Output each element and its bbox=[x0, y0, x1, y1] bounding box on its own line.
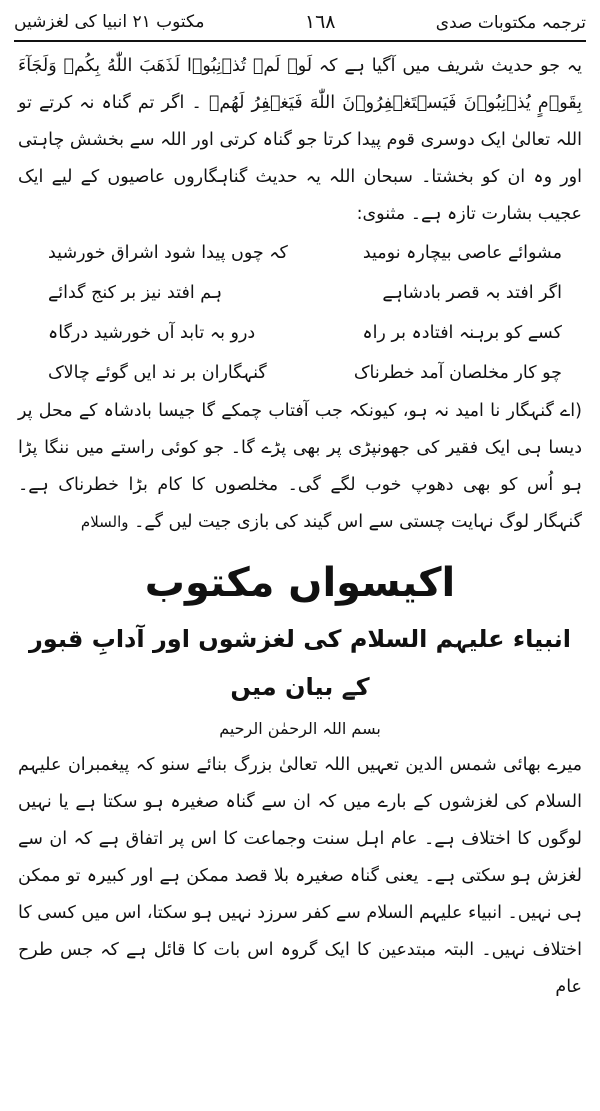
translation-text: (اے گنہگار نا امید نہ ہو، کیونکہ جب آفتاب چمکے گا جیسا بادشاہ کے محل پر دیسا ہی ایک فقیر کی جھونپڑی پر بھی پڑے گا۔ جو کوئی راستے میں ننگا پڑا ہو اُس کو بھی دھوپ خوب لگے گی۔ مخلصوں کا کام بڑا خطرناک ہے۔ گنہگار لوگ نہایت چستی سے اس گیند کی بازی جیت لیں گے۔ bbox=[18, 401, 582, 532]
verse-second-hemistich: ہم افتد نیز بر کنج گدائے bbox=[48, 283, 223, 303]
letter-paragraph: میرے بھائی شمس الدین تعہیں اللہ تعالیٰ بزرگ بنائے سنو کہ پیغمبران علیہم السلام کی لغزشوں کے بارے میں کہ ان سے گناہ صغیرہ ہو سکتا ہے یا نہیں لوگوں کا اختلاف ہے۔ عام اہل سنت وجماعت کا اس پر اتفاق ہے کہ ان سے لغزش ہو سکتی ہے۔ یعنی گناہ صغیرہ بلا قصد ممکن ہے اور کبیرہ تو ممکن ہی نہیں۔ انبیاء علیہم السلام سے کفر سرزد نہیں ہو سکتا، اس میں کسی کا اختلاف نہیں۔ البتہ مبتدعین کا ایک گروہ اس بات کا قائل ہے کہ جس طرح عام bbox=[18, 755, 582, 997]
verse-first-hemistich: چو کار مخلصان آمد خطرناک bbox=[353, 363, 562, 383]
verse-row bbox=[18, 313, 582, 353]
verse-second-hemistich: کہ چوں پیدا شود اشراق خورشید bbox=[48, 243, 288, 263]
verse-first-hemistich: مشوائے عاصی بیچارہ نومید bbox=[362, 243, 562, 263]
verse-second-hemistich: درو بہ تابد آں خورشید درگاہ bbox=[48, 323, 256, 343]
header-chapter: مکتوب ٢١ انبیا کی لغزشیں bbox=[14, 12, 205, 32]
letter-title: اکیسواں مکتوب bbox=[144, 560, 456, 606]
translation-paragraph bbox=[18, 393, 582, 541]
bismillah: بسم اللہ الرحمٰن الرحیم bbox=[219, 719, 381, 738]
verse-row bbox=[18, 353, 582, 393]
page-body bbox=[18, 48, 582, 1006]
masnavi-verses bbox=[18, 233, 582, 393]
hadith-paragraph: یہ جو حدیث شریف میں آگیا ہے کہ لَوۡ لَمۡ تُذۡنِبُوۡا لَذَهَبَ اللّٰهُ بِکُمۡ وَلَجَآءَ بِقَوۡمٍ یُذۡنِبُوۡنَ فَیَسۡتَغۡفِرُوۡنَ اللّٰهَ فَیَغۡفِرُ لَهُمۡ ۔ اگر تم گناہ نہ کرتے تو اللہ تعالیٰ ایک دوسری قوم پیدا کرتا جو گناہ کرتی اور اللہ سے بخشش چاہتی اور وہ ان کو بخشتا۔ سبحان اللہ یہ حدیث گناہگاروں عاصیوں کے لیے ایک عجیب بشارت تازہ ہے۔ مثنوی: bbox=[18, 56, 582, 224]
verse-row bbox=[18, 273, 582, 313]
verse-first-hemistich: کسے کو برہنہ افتادہ بر راہ bbox=[362, 323, 562, 343]
closing-salam: والسلام bbox=[80, 513, 129, 531]
letter-subtitle: انبیاء علیہم السلام کی لغزشوں اور آدابِ قبور کے بیان میں bbox=[28, 625, 572, 701]
page-number: ١٦٨ bbox=[304, 11, 336, 33]
verse-first-hemistich: اگر افتد بہ قصر بادشاہے bbox=[382, 283, 562, 303]
header-book-title: ترجمہ مکتوبات صدی bbox=[435, 12, 586, 33]
running-header bbox=[14, 4, 586, 42]
verse-row bbox=[18, 233, 582, 273]
verse-second-hemistich: گنہگاران بر ند ایں گوئے چالاک bbox=[48, 363, 267, 383]
